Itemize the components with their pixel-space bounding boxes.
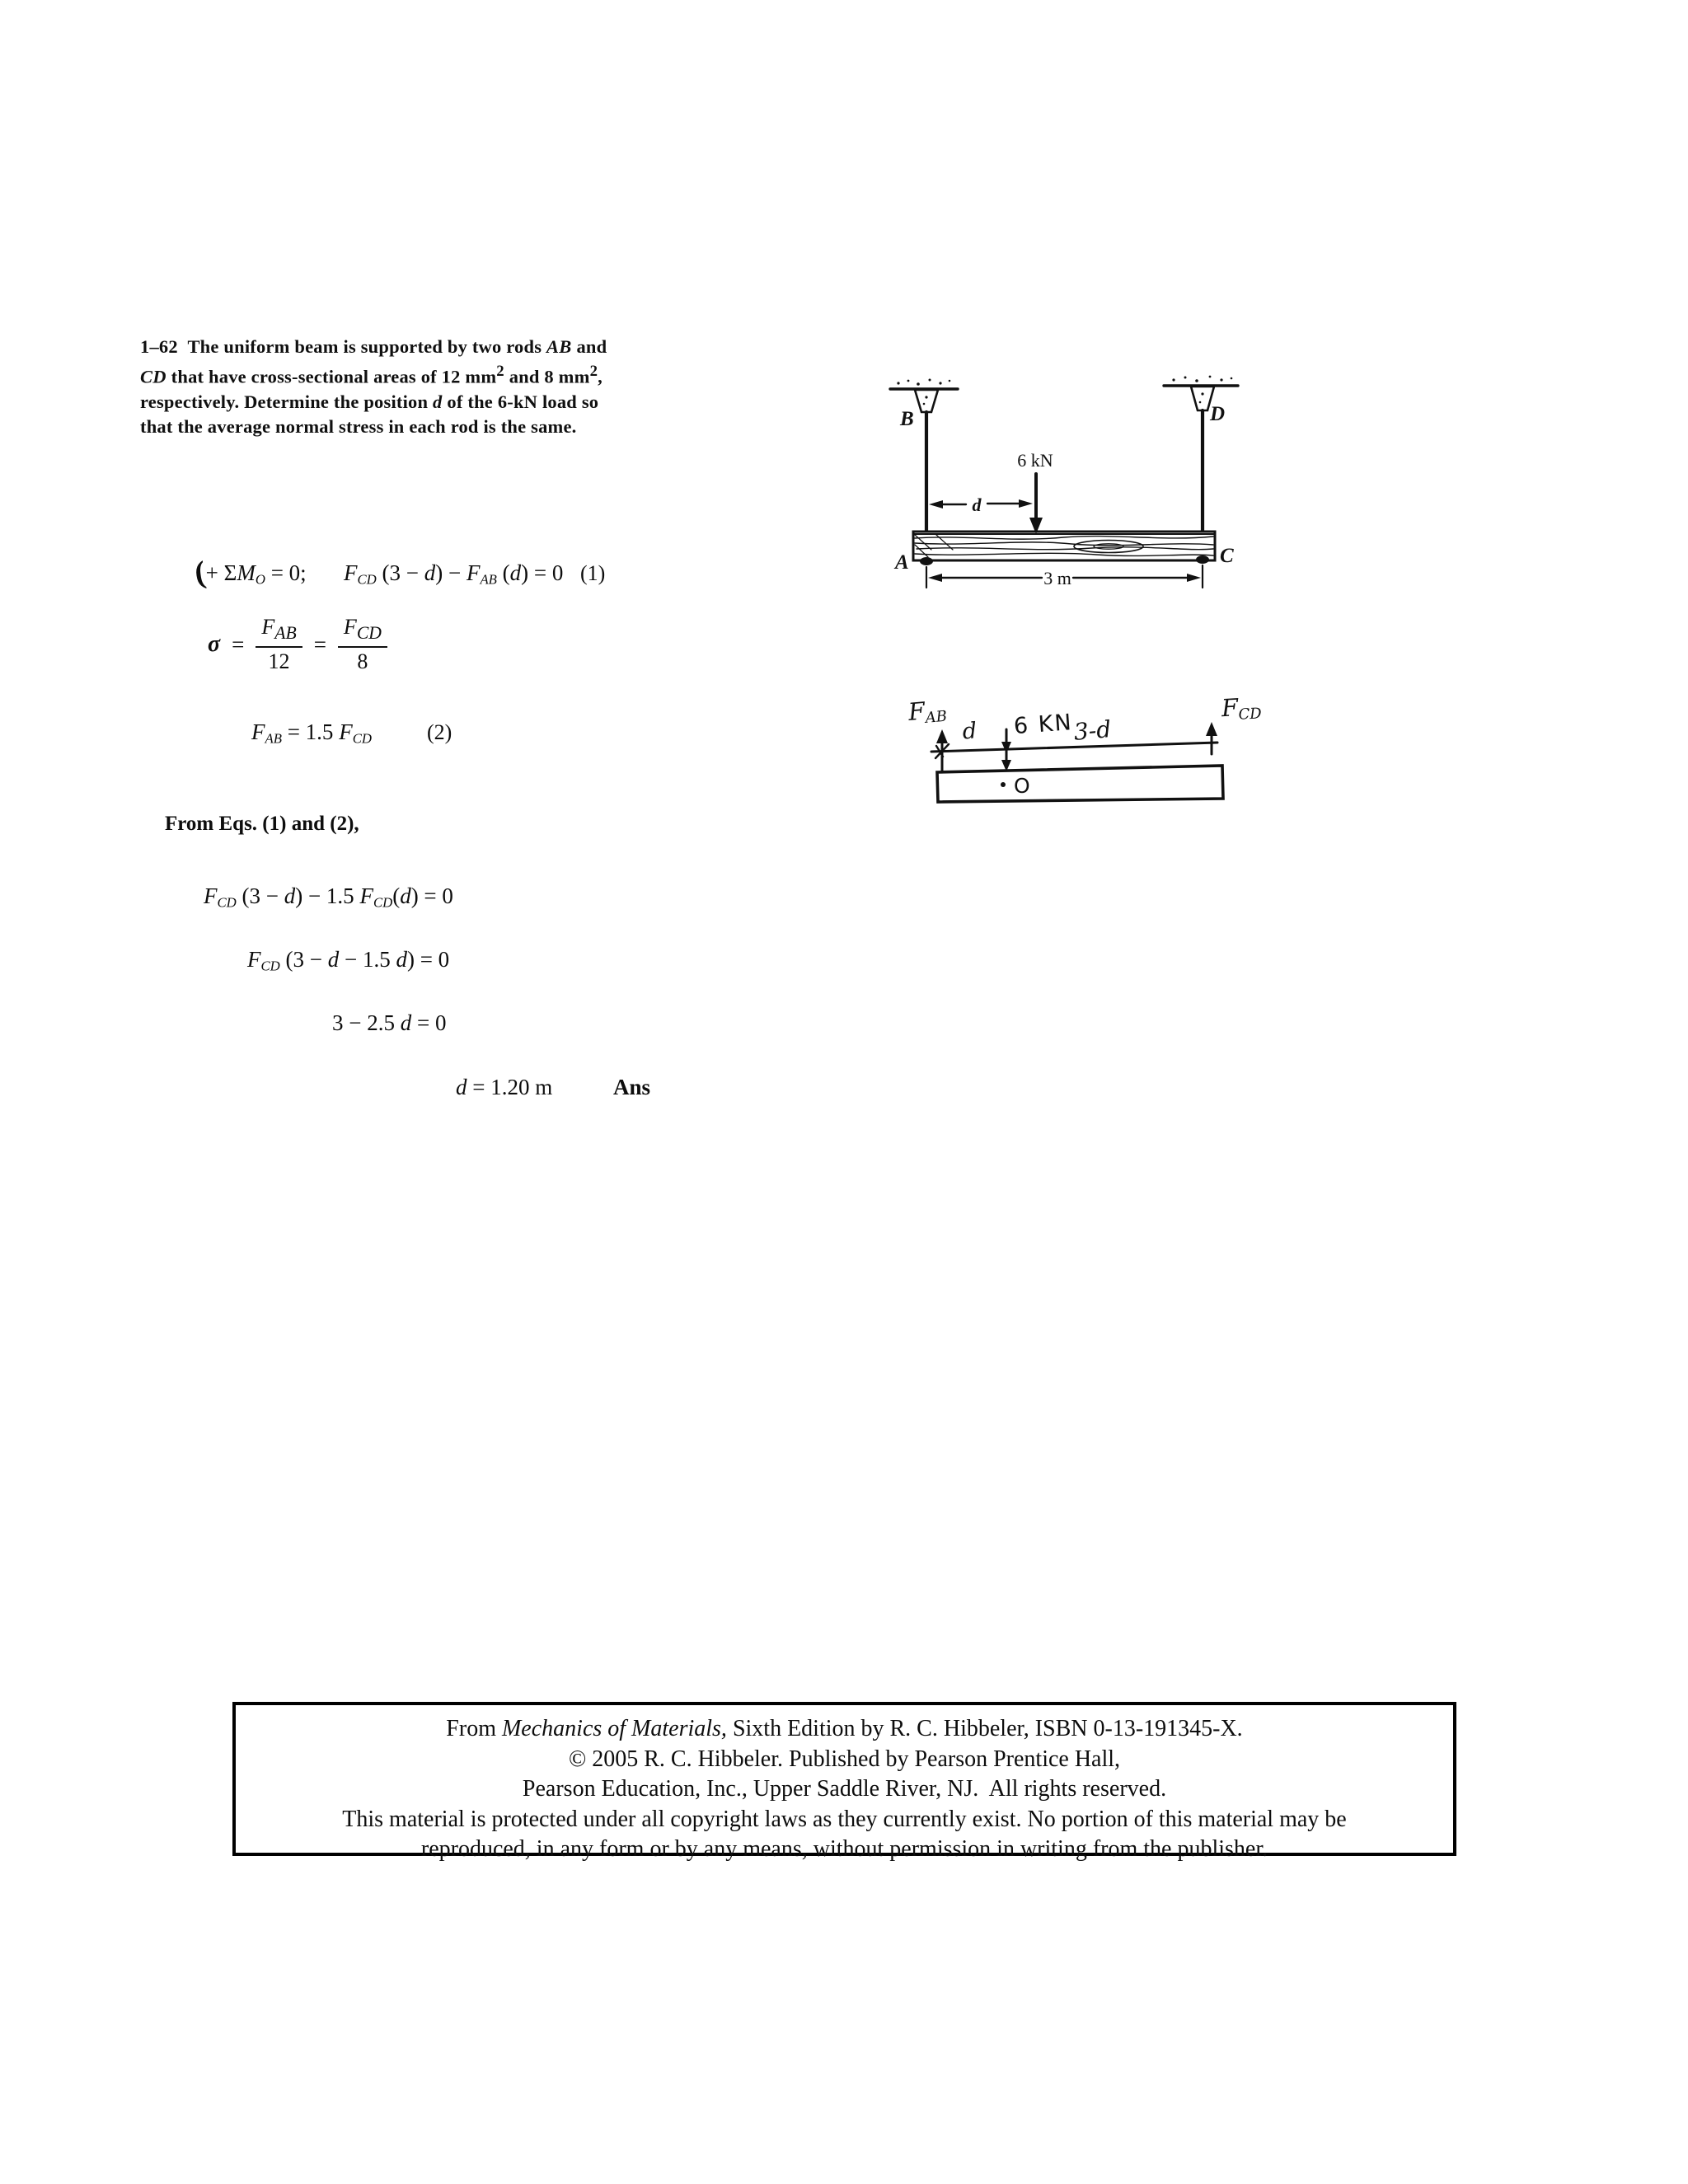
- stress-equation: [208, 615, 387, 674]
- moment-equation-rhs: $F_{CD}$ $(3 - d) - F_{AB}$ (d) = 0: [344, 560, 564, 588]
- fbd-origin-label: O: [1014, 774, 1030, 798]
- ceiling-support-left: [890, 379, 958, 413]
- problem-statement: [140, 335, 651, 439]
- equals-sign: =: [313, 631, 326, 657]
- copyright-line: reproduced, in any form or by any means, without permission in writing from the publisher.: [420, 1836, 1268, 1862]
- equals-sign: =: [232, 631, 245, 657]
- rod-nut-a: [920, 557, 933, 565]
- problem-line: CD that have cross-sectional areas of 12 $mm^2$ and 8 $mm^2$,: [140, 363, 603, 387]
- fbd-dim-rest-label: 3-d: [1072, 715, 1113, 746]
- fbd-fcd-arrow: [1206, 722, 1217, 754]
- label-d: D: [1210, 403, 1226, 425]
- moment-arrow-icon: (: [192, 555, 208, 591]
- derivation-step-3: 3 − 2.5 d = 0: [332, 1010, 447, 1035]
- label-c: C: [1220, 545, 1234, 567]
- fraction-denominator: 12: [268, 649, 290, 674]
- fraction-fcd-8: [338, 615, 387, 674]
- fbd-drawing: [890, 684, 1269, 820]
- fbd-origin-dot: [1001, 782, 1006, 787]
- moment-plus-sign: +: [205, 560, 218, 585]
- copyright-box: [232, 1702, 1456, 1862]
- from-eqs-text: From Eqs. (1) and (2),: [165, 813, 359, 835]
- moment-sum: $\Sigma M_O = 0$;: [223, 560, 307, 588]
- dim-d-label: d: [972, 494, 982, 515]
- result-value: d = 1.20 m: [456, 1075, 553, 1099]
- derivation-step-1: $F_{CD}$ (3 − d) − 1.5 $F_{CD}(d) = 0$: [204, 883, 453, 911]
- load-arrow: [1029, 474, 1043, 534]
- derivation-step-2: $F_{CD}$ (3 − d − 1.5 d) = 0: [247, 947, 450, 974]
- beam: [913, 532, 1215, 565]
- load-value-label: 6 kN: [1017, 450, 1053, 471]
- label-a: A: [895, 551, 909, 574]
- ceiling-support-right: [1164, 376, 1238, 410]
- copyright-line: Pearson Education, Inc., Upper Saddle River, NJ. All rights reserved.: [522, 1776, 1167, 1802]
- fbd-load-label: 6 KN: [1012, 710, 1074, 740]
- fraction-fab-12: [256, 615, 302, 674]
- free-body-diagram: [890, 684, 1269, 820]
- equation-tag-2: (2): [427, 720, 452, 744]
- fraction-numerator: $F_{CD}$: [338, 615, 387, 648]
- dim-3m-label: 3 m: [1043, 568, 1071, 588]
- equation-tag-1: (1): [580, 561, 606, 585]
- copyright-line: From Mechanics of Materials, Sixth Edition by R. C. Hibbeler, ISBN 0-13-191345-X.: [446, 1716, 1243, 1741]
- copyright-line: This material is protected under all copyright laws as they currently exist. No portion of this material may be: [342, 1806, 1347, 1832]
- beam-figure-drawing: [857, 346, 1286, 618]
- beam-figure: [857, 346, 1286, 618]
- fraction-denominator: 8: [357, 649, 368, 674]
- copyright-line: © 2005 R. C. Hibbeler. Published by Pearson Prentice Hall,: [568, 1746, 1121, 1772]
- problem-line: respectively. Determine the position d of the 6-kN load so: [140, 391, 599, 412]
- fraction-numerator: $F_{AB}$: [256, 615, 302, 648]
- fbd-dim-d-label: d: [961, 718, 978, 745]
- problem-line: that the average normal stress in each rod is the same.: [140, 415, 577, 437]
- label-b: B: [900, 408, 914, 430]
- problem-line: 1–62 The uniform beam is supported by two rods AB and: [140, 336, 607, 357]
- fbd-fcd-label: $F_{CD}$: [1221, 693, 1263, 724]
- rod-nut-c: [1196, 555, 1209, 564]
- moment-equation-lhs: [192, 555, 307, 591]
- fbd-fab-label: $F_{AB}$: [907, 696, 948, 727]
- answer-label: Ans: [613, 1075, 651, 1099]
- equation-2: $F_{AB} = 1.5$ $F_{CD}$: [251, 719, 372, 747]
- sigma-symbol: σ: [208, 631, 221, 658]
- fbd-beam: [937, 766, 1223, 802]
